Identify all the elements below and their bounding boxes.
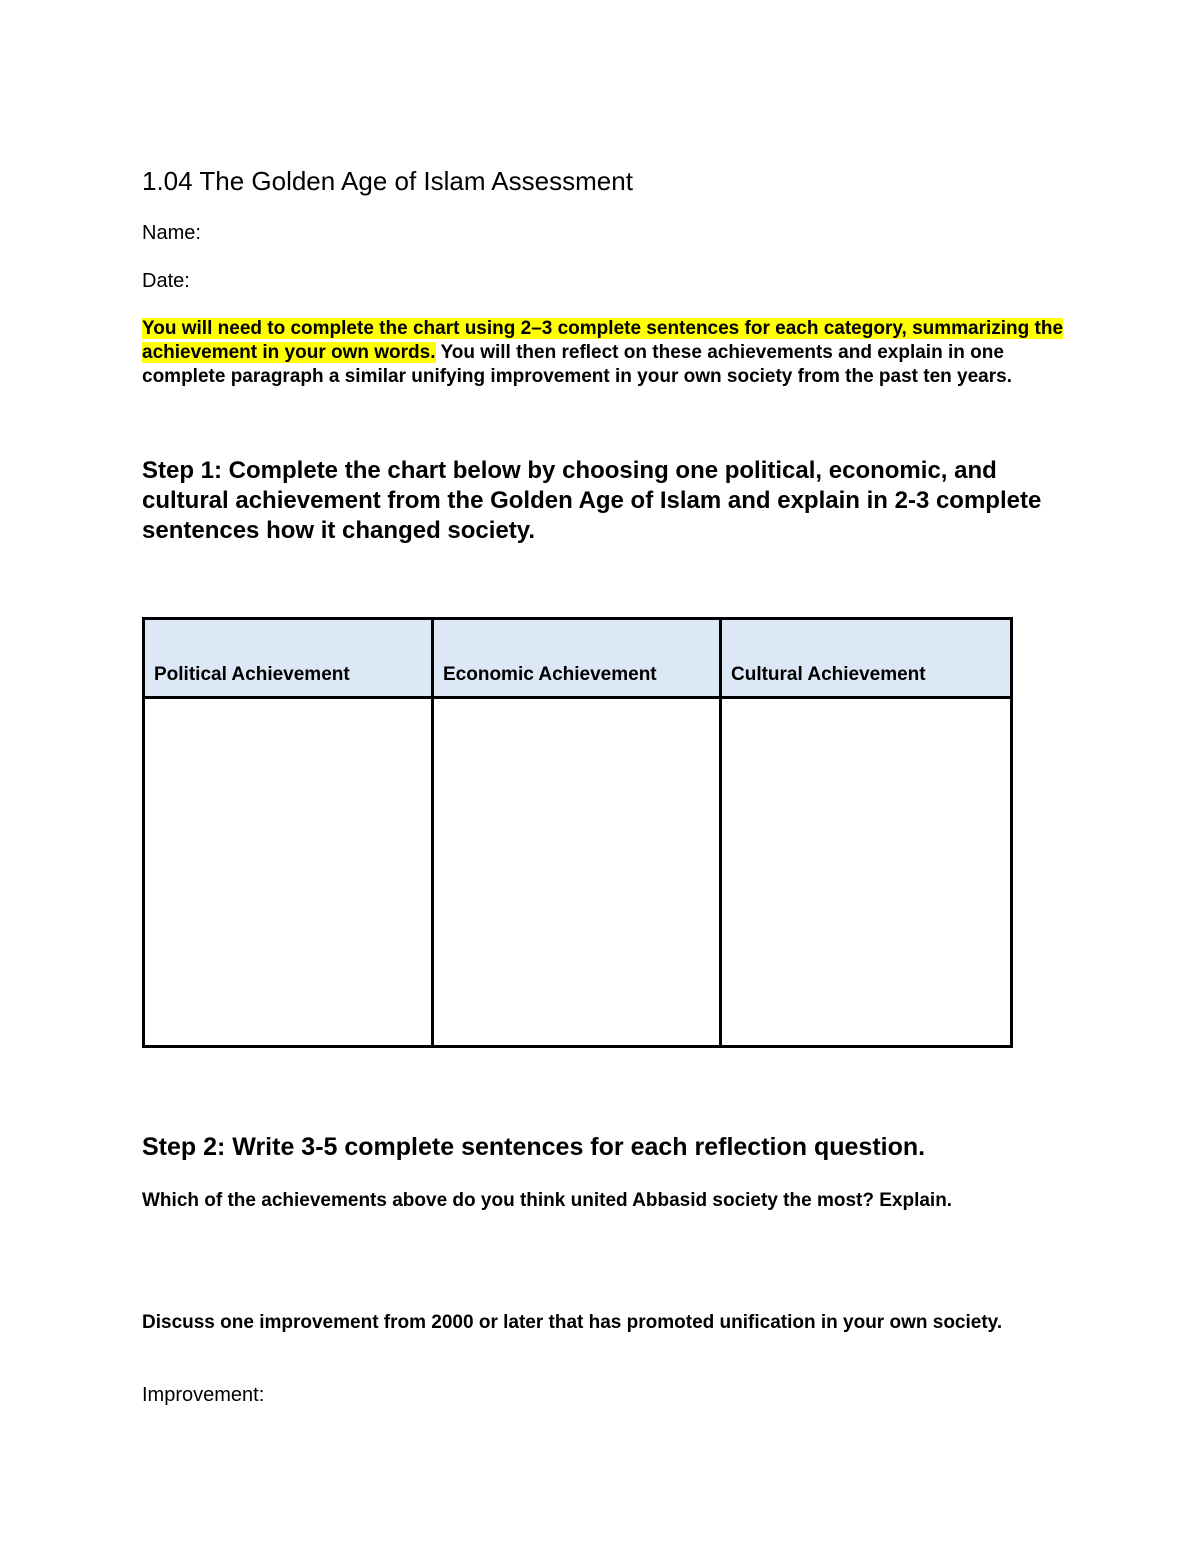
name-label: Name: [142,222,201,244]
header-political-achievement: Political Achievement [144,619,433,698]
instruction-text: You will then reflect on these achievements and explain in one complete paragraph a similar unifying improvement in your own society from the past ten years. [142,342,1012,387]
cultural-answer-cell[interactable] [721,698,1012,1047]
reflection-question-1: Which of the achievements above do you think united Abbasid society the most? Explain. [142,1190,953,1211]
economic-answer-cell[interactable] [433,698,721,1047]
header-economic-achievement: Economic Achievement [433,619,721,698]
reflection-question-2: Discuss one improvement from 2000 or later that has promoted unification in your own society. [142,1312,1003,1333]
step1-heading: Step 1: Complete the chart below by choosing one political, economic, and cultural achievement from the Golden Age of Islam and explain in 2-3 complete sentences how it changed society. [142,457,1042,544]
chart-header-row [144,619,1012,698]
chart-answer-row [144,698,1012,1047]
date-label: Date: [142,270,190,292]
achievement-chart [142,617,1013,1048]
step2-heading: Step 2: Write 3-5 complete sentences for each reflection question. [142,1133,926,1161]
political-answer-cell[interactable] [144,698,433,1047]
highlighted-instruction: You will need to complete the chart using 2–3 complete sentences for each category, summarizing the achievement in your own words. [142,318,1064,363]
page-title: 1.04 The Golden Age of Islam Assessment [142,166,633,196]
header-cultural-achievement: Cultural Achievement [721,619,1012,698]
improvement-label: Improvement: [142,1384,265,1406]
instructions-paragraph [142,317,1072,389]
